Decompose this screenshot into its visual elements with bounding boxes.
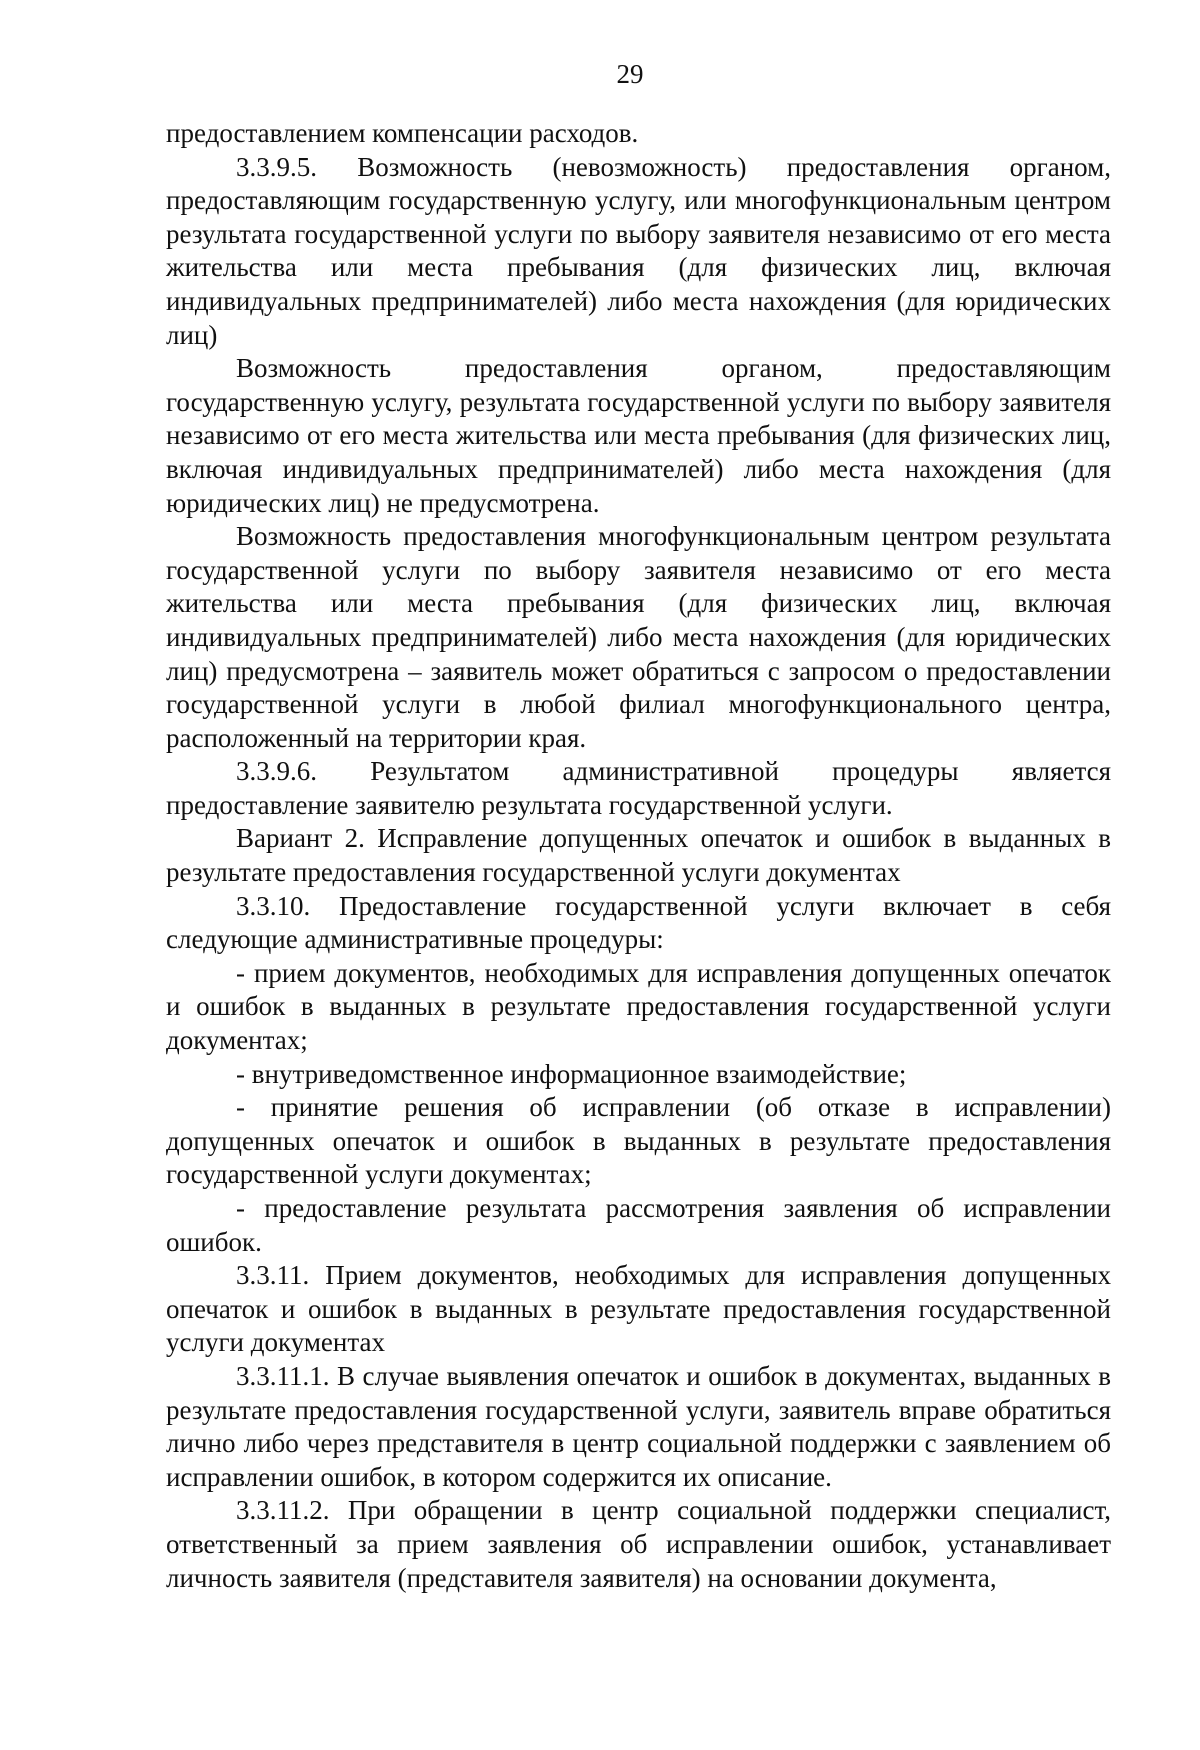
paragraph: 3.3.10. Предоставление государственной услуги включает в себя следующие административные процедуры: [166, 890, 1111, 955]
paragraph: 3.3.11.1. В случае выявления опечаток и ошибок в документах, выданных в результате предоставления государственной услуги, заявитель вправе обратиться лично либо через представителя в центр социальной поддержки с заявлением об исправлении ошибок, в котором содержится их описание. [166, 1360, 1111, 1492]
list-item: - прием документов, необходимых для исправления допущенных опечаток и ошибок в выданных в результате предоставления государственной услуги документах; [166, 957, 1111, 1056]
page-body [166, 117, 1111, 1595]
paragraph: 3.3.11.2. При обращении в центр социальной поддержки специалист, ответственный за прием заявления об исправлении ошибок, устанавливает личность заявителя (представителя заявителя) на основании документа, [166, 1495, 1111, 1593]
paragraph: 3.3.11. Прием документов, необходимых для исправления допущенных опечаток и ошибок в выданных в результате предоставления государственной услуги документах [166, 1260, 1111, 1358]
list-item: - предоставление результата рассмотрения заявления об исправлении ошибок. [166, 1193, 1111, 1257]
paragraph: 3.3.9.6. Результатом административной процедуры является предоставление заявителю результата государственной услуги. [166, 756, 1111, 820]
paragraph: Возможность предоставления органом, предоставляющим государственную услугу, результата государственной услуги по выбору заявителя независимо от его места жительства или места пребывания (для физических лиц, включая индивидуальных предпринимателей) либо места нахождения (для юридических лиц) не предусмотрена. [166, 353, 1111, 518]
paragraph: предоставлением компенсации расходов. [166, 118, 639, 148]
list-item: - принятие решения об исправлении (об отказе в исправлении) допущенных опечаток и ошибок в выданных в результате предоставления государственной услуги документах; [166, 1092, 1111, 1190]
page-number: 29 [616, 59, 644, 89]
list-item: - внутриведомственное информационное взаимодействие; [236, 1058, 907, 1089]
paragraph: 3.3.9.5. Возможность (невозможность) предоставления органом, предоставляющим государственную услугу, или многофункциональным центром результата государственной услуги по выбору заявителя независимо от его места жительства или места пребывания (для физических лиц, включая индивидуальных предпринимателей) либо места нахождения (для юридических лиц) [166, 151, 1111, 350]
paragraph: Возможность предоставления многофункциональным центром результата государственной услуги по выбору заявителя независимо от его места жительства или места пребывания (для физических лиц, включая индивидуальных предпринимателей) либо места нахождения (для юридических лиц) предусмотрена – заявитель может обратиться с запросом о предоставлении государственной услуги в любой филиал многофункционального центра, расположенный на территории края. [166, 521, 1111, 753]
section-heading: Вариант 2. Исправление допущенных опечаток и ошибок в выданных в результате предоставления государственной услуги документах [166, 823, 1111, 888]
